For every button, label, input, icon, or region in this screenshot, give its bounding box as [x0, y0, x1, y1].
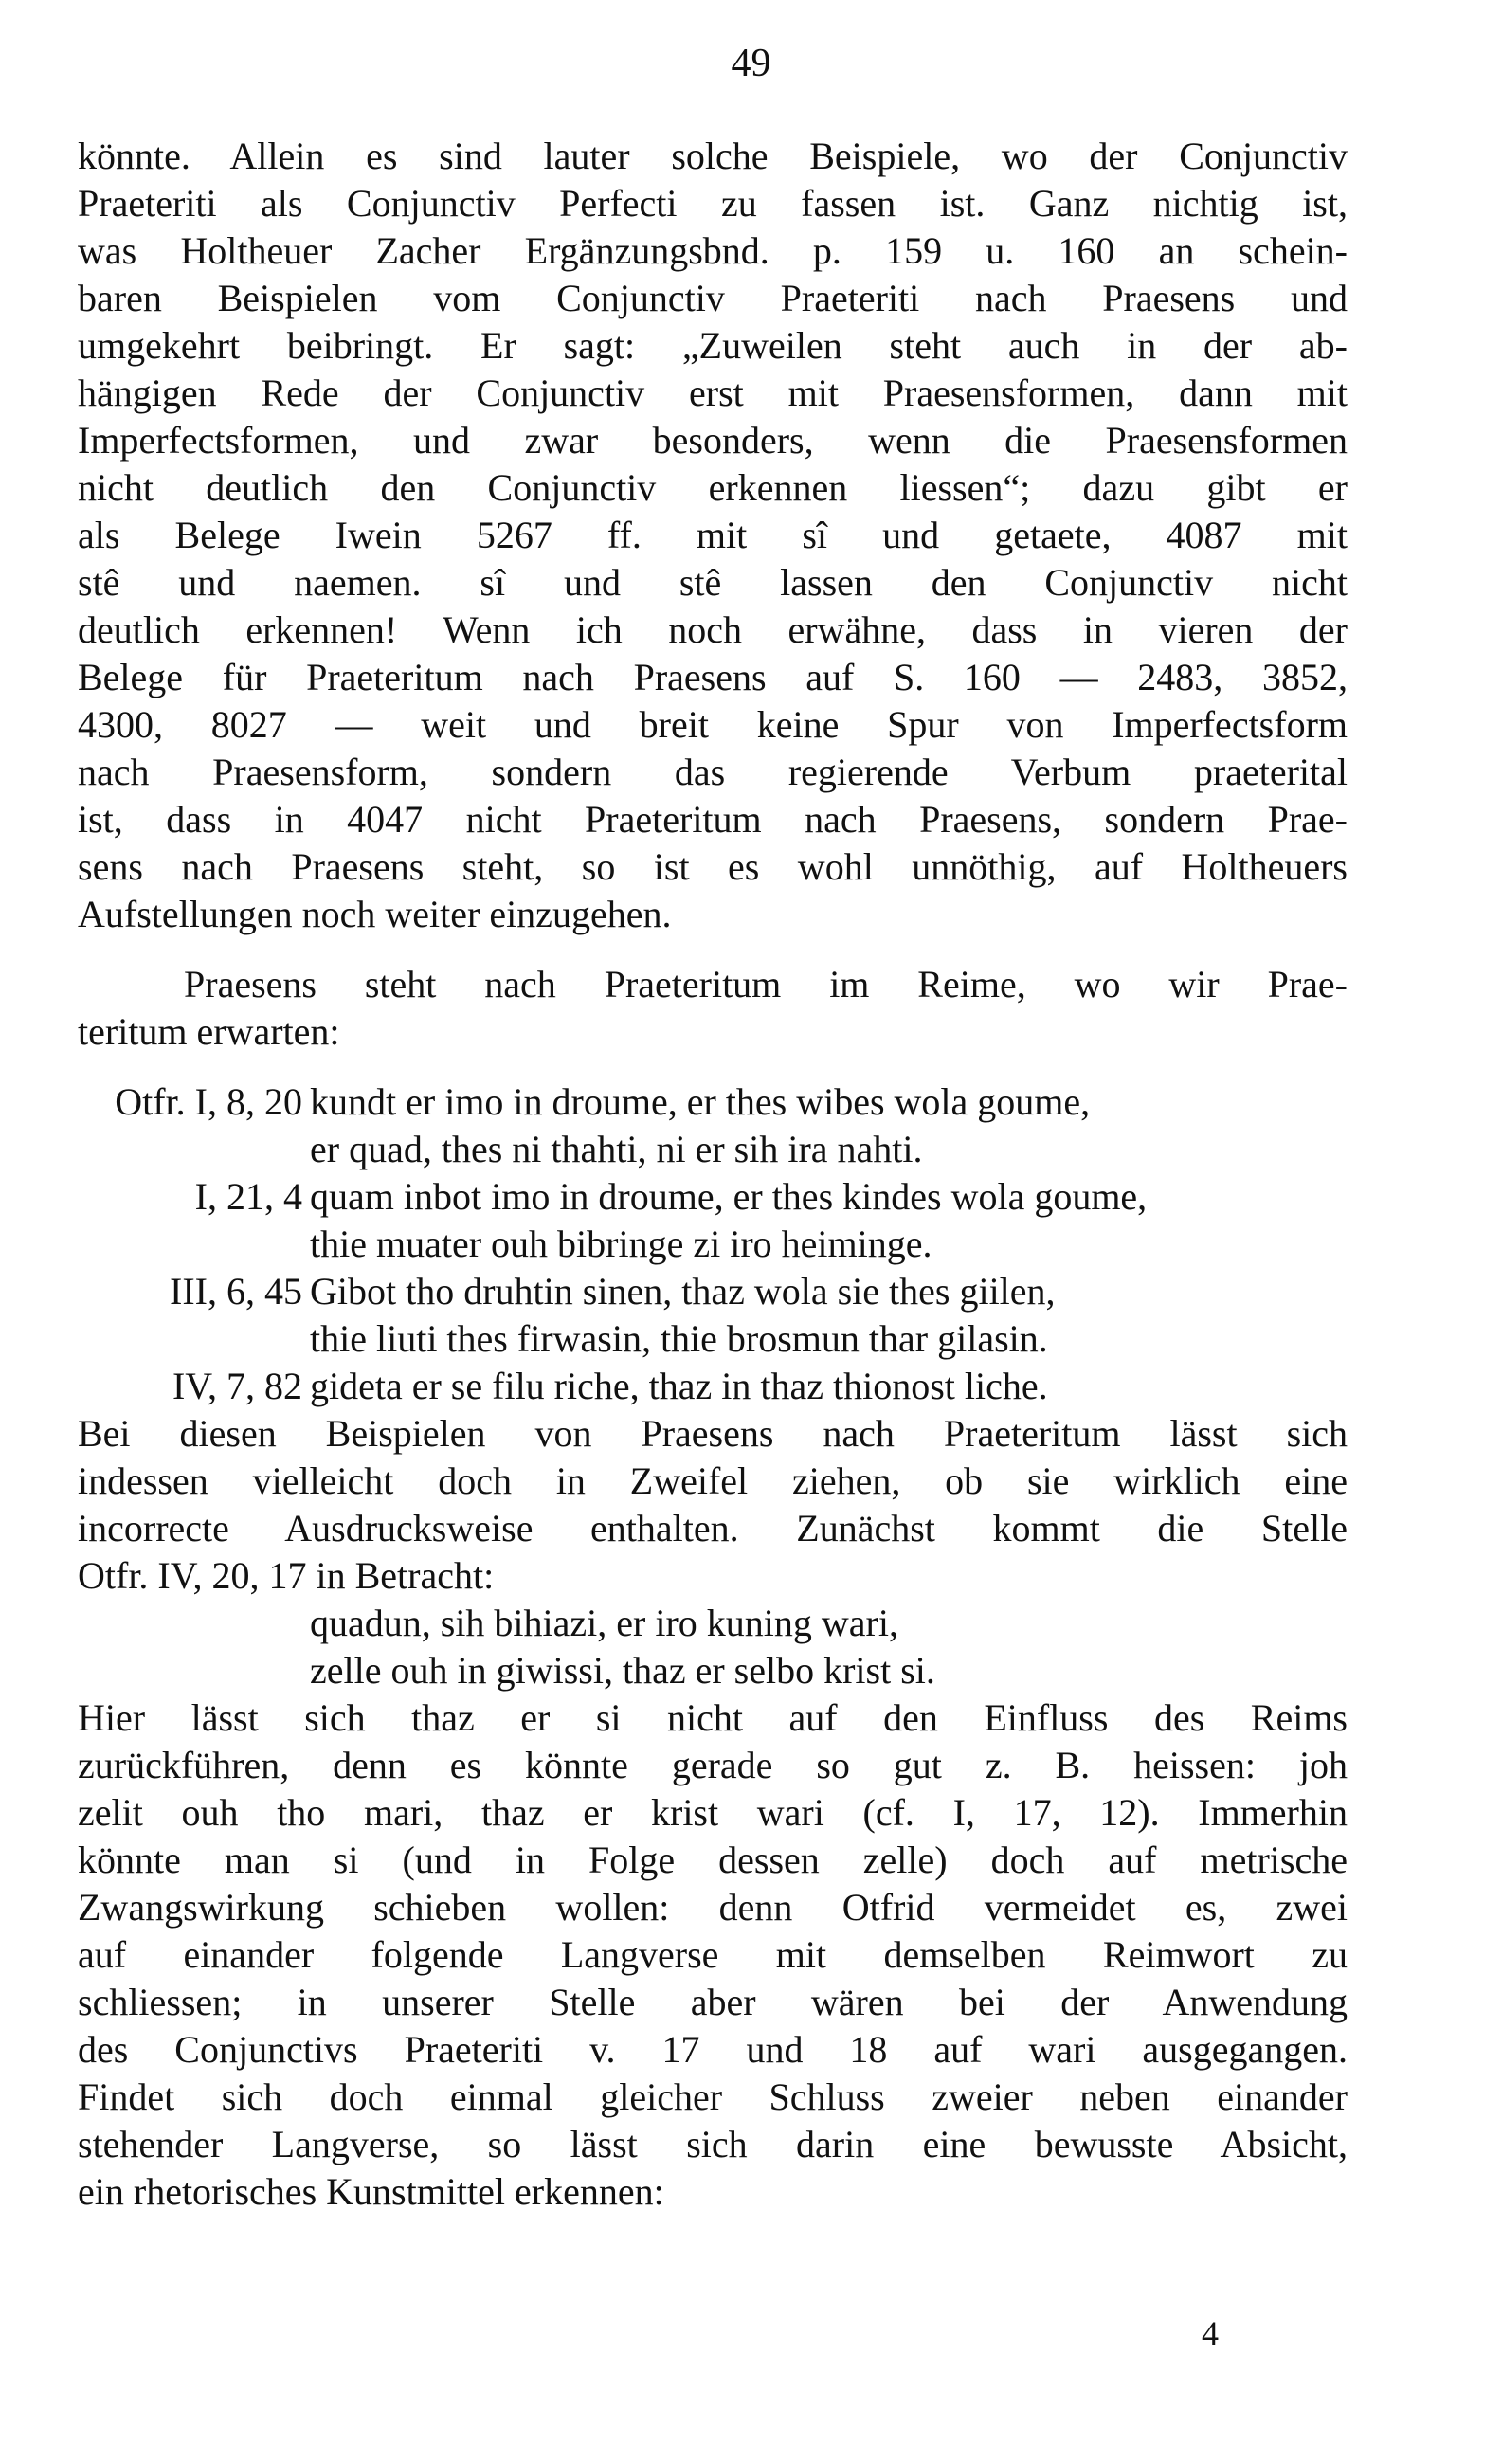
verse-line: gideta er se filu riche, thaz in thaz thionost liche.: [310, 1365, 1048, 1407]
text-line: Imperfectsformen, und zwar besonders, wenn die Praesensformen: [78, 419, 1348, 462]
verse-entry: [78, 1078, 1348, 1173]
text-line: Findet sich doch einmal gleicher Schluss zweier neben einander: [78, 2075, 1348, 2118]
text-line: teritum erwarten:: [78, 1010, 340, 1053]
page-number: 49: [731, 42, 771, 85]
text-line: nach Praesensform, sondern das regierende Verbum praeterital: [78, 751, 1348, 793]
verse-line: Gibot tho druhtin sinen, thaz wola sie thes giilen,: [310, 1270, 1056, 1313]
text-line: stê und naemen. sî und stê lassen den Conjunctiv nicht: [78, 561, 1348, 604]
paragraph-1: [78, 133, 1348, 938]
text-line: Bei diesen Beispielen von Praesens nach Praeteritum lässt sich: [78, 1412, 1348, 1455]
text-line: ein rhetorisches Kunstmittel erkennen:: [78, 2170, 664, 2213]
text-line: 4300, 8027 — weit und breit keine Spur von Imperfectsform: [78, 703, 1348, 746]
sheet-signature: 4: [1202, 2314, 1219, 2352]
verse-entry: [78, 1363, 1348, 1410]
text-line: schliessen; in unserer Stelle aber wären bei der Anwendung: [78, 1981, 1348, 2023]
verse-entry: [78, 1173, 1348, 1268]
text-line: zelit ouh tho mari, thaz er krist wari (cf. I, 17, 12). Immerhin: [78, 1791, 1348, 1834]
verse-line: kundt er imo in droume, er thes wibes wola goume,: [310, 1080, 1091, 1123]
text-line: Aufstellungen noch weiter einzugehen.: [78, 893, 672, 935]
text-line: umgekehrt beibringt. Er sagt: „Zuweilen steht auch in der ab-: [78, 324, 1348, 367]
verse-line: thie muater ouh bibringe zi iro heiminge.: [310, 1223, 932, 1265]
verse-reference: III, 6, 45: [170, 1270, 302, 1313]
verse-line: er quad, thes ni thahti, ni er sih ira nahti.: [310, 1128, 923, 1170]
text-line: nicht deutlich den Conjunctiv erkennen liessen“; dazu gibt er: [78, 466, 1348, 509]
verse-line: quadun, sih bihiazi, er iro kuning wari,: [310, 1602, 898, 1644]
text-line: als Belege Iwein 5267 ff. mit sî und getaete, 4087 mit: [78, 514, 1348, 556]
text-line: auf einander folgende Langverse mit demselben Reimwort zu: [78, 1933, 1348, 1976]
paragraph-2: [78, 961, 1348, 1056]
text-line: sens nach Praesens steht, so ist es wohl unnöthig, auf Holtheuers: [78, 845, 1348, 888]
verse-reference: Otfr. I, 8, 20: [115, 1080, 302, 1123]
text-line: des Conjunctivs Praeteriti v. 17 und 18 auf wari ausgegangen.: [78, 2028, 1348, 2071]
text-line: ist, dass in 4047 nicht Praeteritum nach Praesens, sondern Prae-: [78, 798, 1348, 841]
verse-reference: IV, 7, 82: [172, 1365, 302, 1407]
text-line: stehender Langverse, so lässt sich darin eine bewusste Absicht,: [78, 2123, 1348, 2165]
text-body: [78, 133, 1348, 2216]
text-line: Otfr. IV, 20, 17 in Betracht:: [78, 1554, 495, 1597]
verse-entry: [78, 1268, 1348, 1363]
text-line: Praeteriti als Conjunctiv Perfecti zu fassen ist. Ganz nichtig ist,: [78, 182, 1348, 225]
paragraph-3: [78, 1410, 1348, 1600]
verse-line: quam inbot imo in droume, er thes kindes wola goume,: [310, 1175, 1148, 1218]
text-line: könnte man si (und in Folge dessen zelle) doch auf metrische: [78, 1839, 1348, 1881]
text-line: zurückführen, denn es könnte gerade so gut z. B. heissen: joh: [78, 1744, 1348, 1786]
text-line: hängigen Rede der Conjunctiv erst mit Praesensformen, dann mit: [78, 371, 1348, 414]
text-line: Zwangswirkung schieben wollen: denn Otfrid vermeidet es, zwei: [78, 1886, 1348, 1929]
paragraph-4: [78, 1694, 1348, 2216]
verse-line: thie liuti thes firwasin, thie brosmun thar gilasin.: [310, 1317, 1048, 1360]
verse-block: [78, 1078, 1348, 1410]
text-line: incorrecte Ausdrucksweise enthalten. Zunächst kommt die Stelle: [78, 1507, 1348, 1549]
text-line: Praesens steht nach Praeteritum im Reime, wo wir Prae-: [184, 963, 1348, 1006]
verse-reference: I, 21, 4: [194, 1175, 302, 1218]
text-line: Belege für Praeteritum nach Praesens auf S. 160 — 2483, 3852,: [78, 656, 1348, 698]
verse-line: zelle ouh in giwissi, thaz er selbo krist si.: [310, 1649, 935, 1692]
text-line: indessen vielleicht doch in Zweifel ziehen, ob sie wirklich eine: [78, 1459, 1348, 1502]
text-line: deutlich erkennen! Wenn ich noch erwähne, dass in vieren der: [78, 608, 1348, 651]
text-line: baren Beispielen vom Conjunctiv Praeteriti nach Praesens und: [78, 277, 1348, 319]
text-line: Hier lässt sich thaz er si nicht auf den Einfluss des Reims: [78, 1696, 1348, 1739]
quoted-verse: [78, 1600, 1348, 1694]
text-line: könnte. Allein es sind lauter solche Beispiele, wo der Conjunctiv: [78, 135, 1348, 177]
text-line: was Holtheuer Zacher Ergänzungsbnd. p. 159 u. 160 an schein-: [78, 229, 1348, 272]
